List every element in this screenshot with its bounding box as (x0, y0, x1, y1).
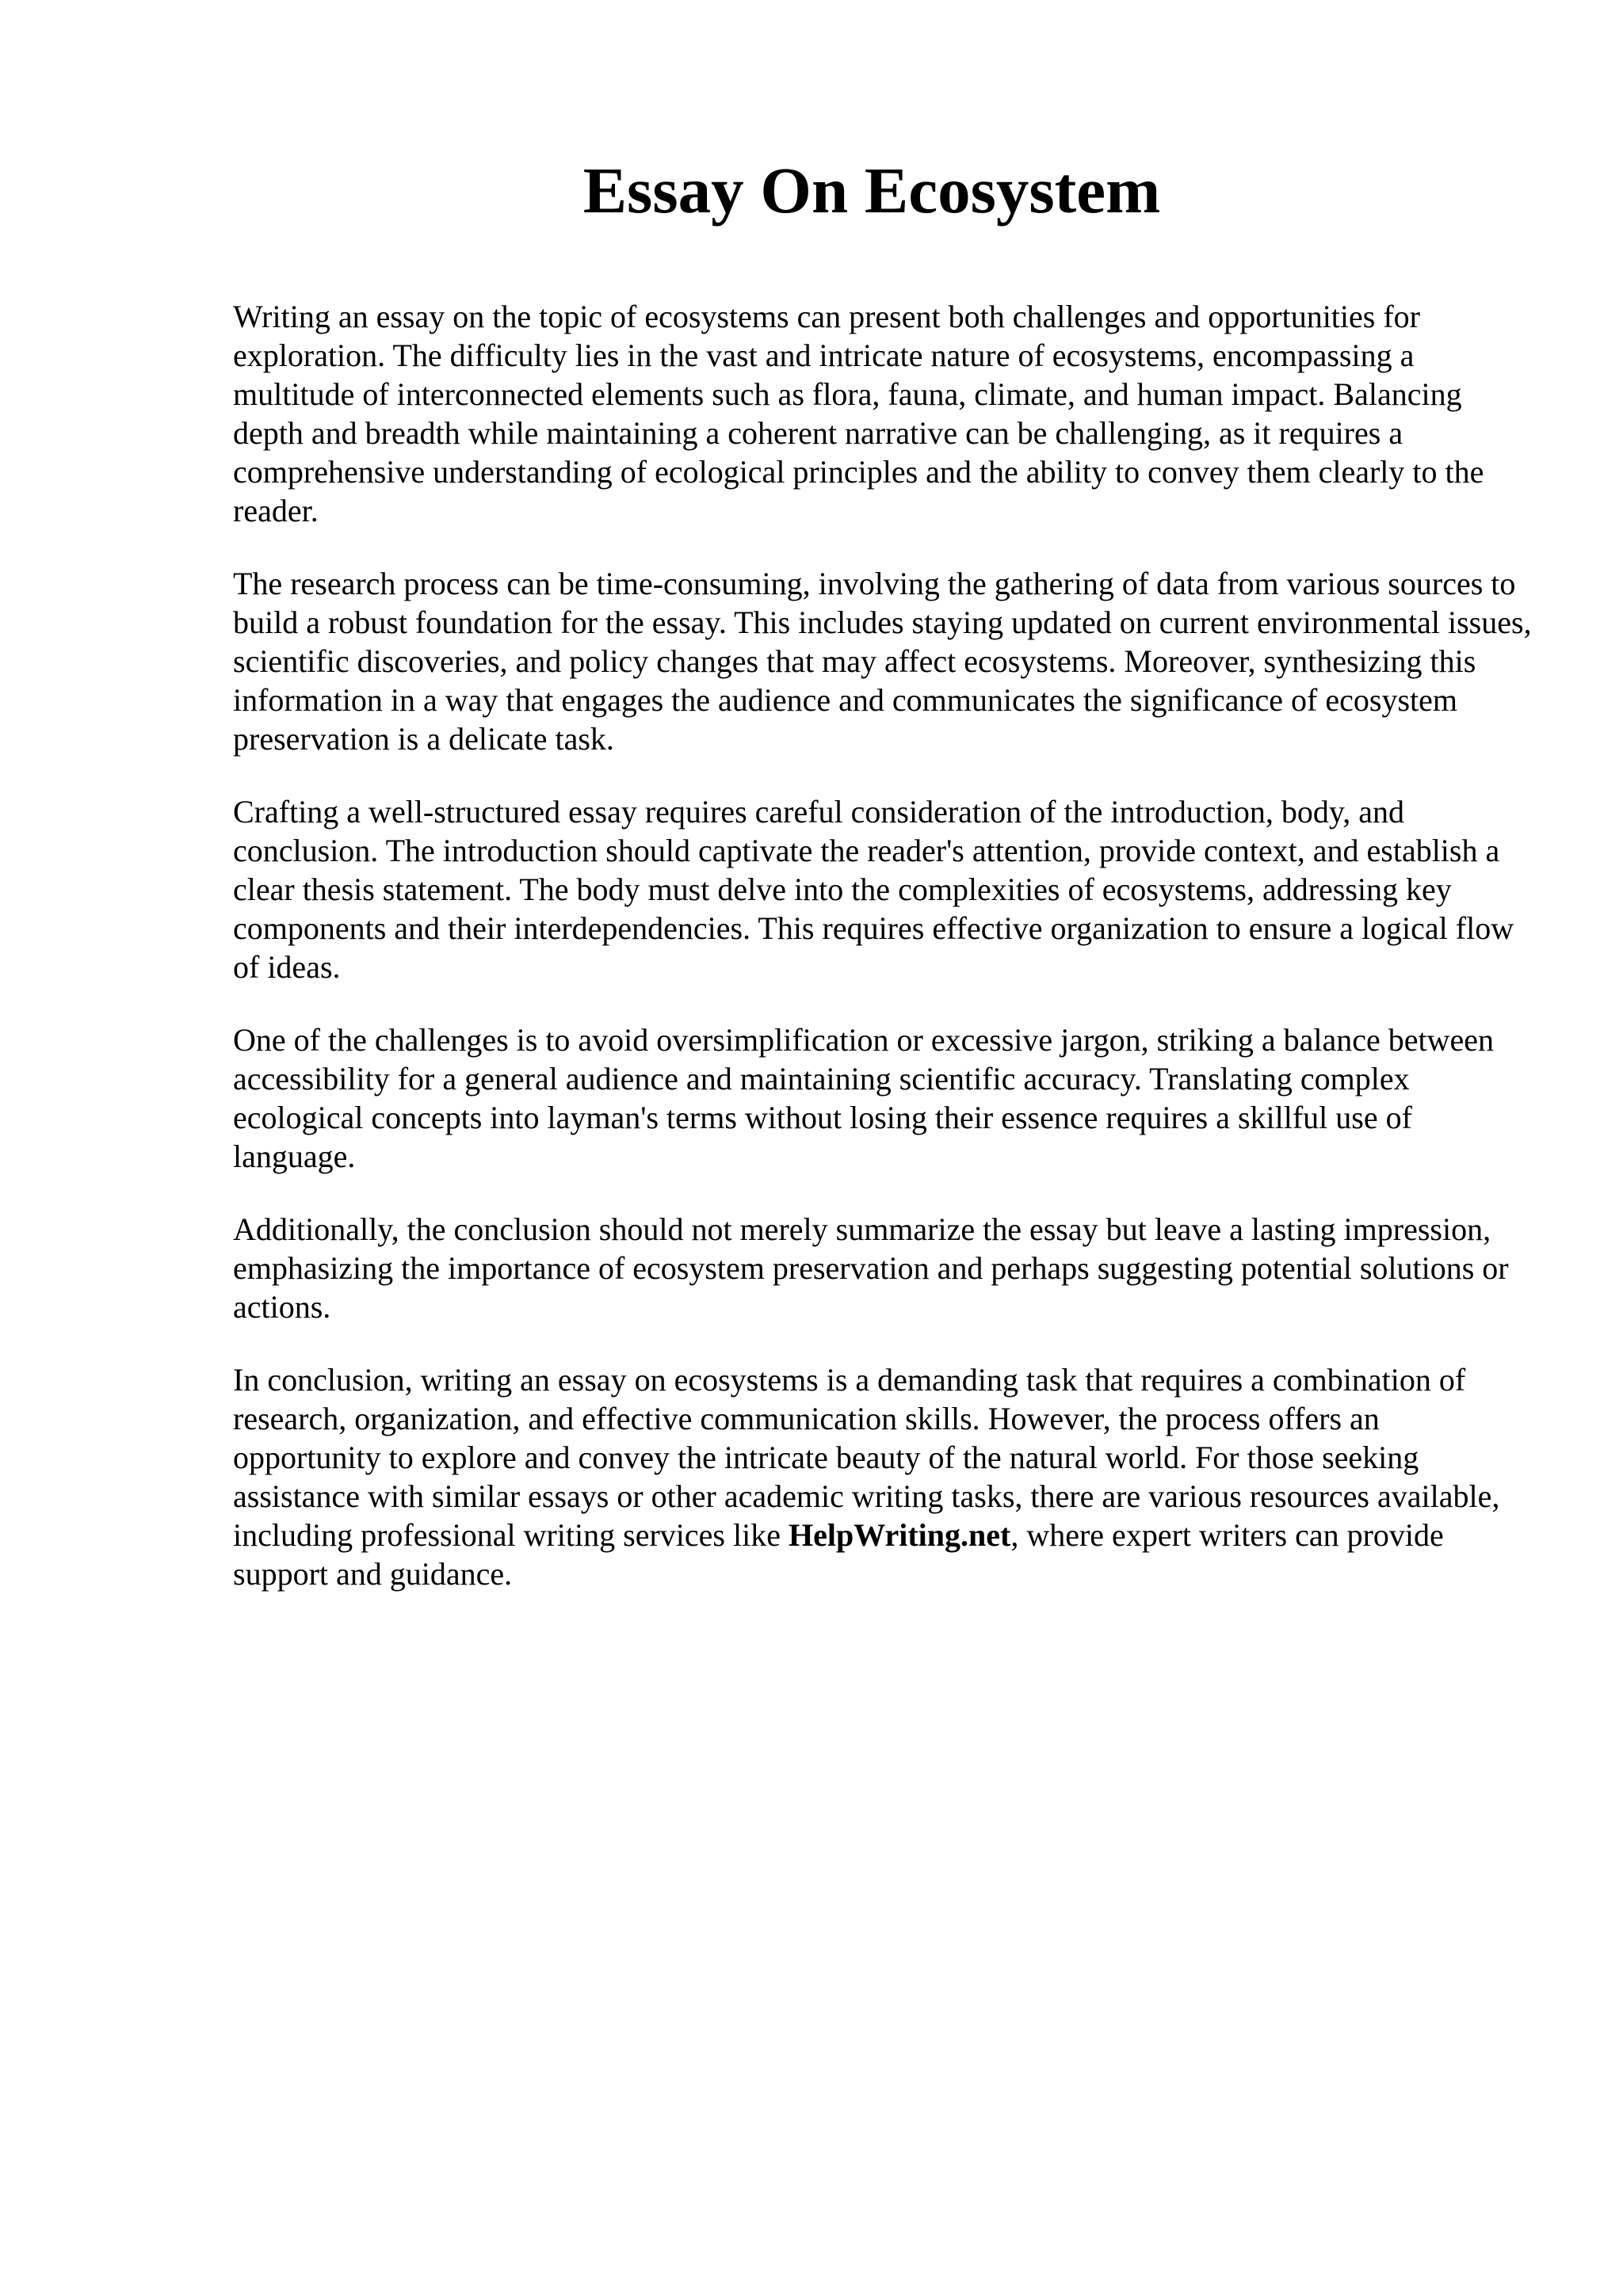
paragraph-4: One of the challenges is to avoid oversimplification or excessive jargon, striking a balance between accessibility for a general audience and maintaining scientific accuracy. Translating complex ecological concepts into layman's terms without losing their essence requires a skillful use of language. (233, 1022, 1494, 1174)
paragraph-6 (233, 1360, 1533, 1593)
page-title: Essay On Ecosystem (582, 154, 1161, 227)
paragraph-3: Crafting a well-structured essay requires careful consideration of the introduction, body, and conclusion. The introduction should captivate the reader's attention, provide context, and establish a clear thesis statement. The body must delve into the complexities of ecosystems, addressing key components and their interdependencies. This requires effective organization to ensure a logical flow of ideas. (233, 794, 1514, 985)
paragraph-6-text-before: In conclusion, writing an essay on ecosystems is a demanding task that requires a combination of research, organization, and effective communication skills. However, the process offers an opportunity to explore and convey the intricate beauty of the natural world. For those seeking assistance with similar essays or other academic writing tasks, there are various resources available, including professional writing services like (233, 1362, 1500, 1553)
paragraph-5: Additionally, the conclusion should not merely summarize the essay but leave a lasting impression, emphasizing the importance of ecosystem preservation and perhaps suggesting potential solutions or actions. (233, 1211, 1509, 1325)
essay-body (233, 297, 1533, 1627)
helpwriting-brand-text: HelpWriting.net (788, 1517, 1011, 1553)
paragraph-2: The research process can be time-consuming, involving the gathering of data from various sources to build a robust foundation for the essay. This includes staying updated on current environmental issues, scientific discoveries, and policy changes that may affect ecosystems. Moreover, synthesizing this information in a way that engages the audience and communicates the significance of ecosystem preservation is a delicate task. (233, 566, 1532, 757)
paragraph-6-text-after: , where expert writers can provide support and guidance. (233, 1517, 1444, 1592)
paragraph-1: Writing an essay on the topic of ecosystems can present both challenges and opportunities for exploration. The difficulty lies in the vast and intricate nature of ecosystems, encompassing a multitude of interconnected elements such as flora, fauna, climate, and human impact. Balancing depth and breadth while maintaining a coherent narrative can be challenging, as it requires a comprehensive understanding of ecological principles and the ability to convey them clearly to the reader. (233, 299, 1484, 528)
